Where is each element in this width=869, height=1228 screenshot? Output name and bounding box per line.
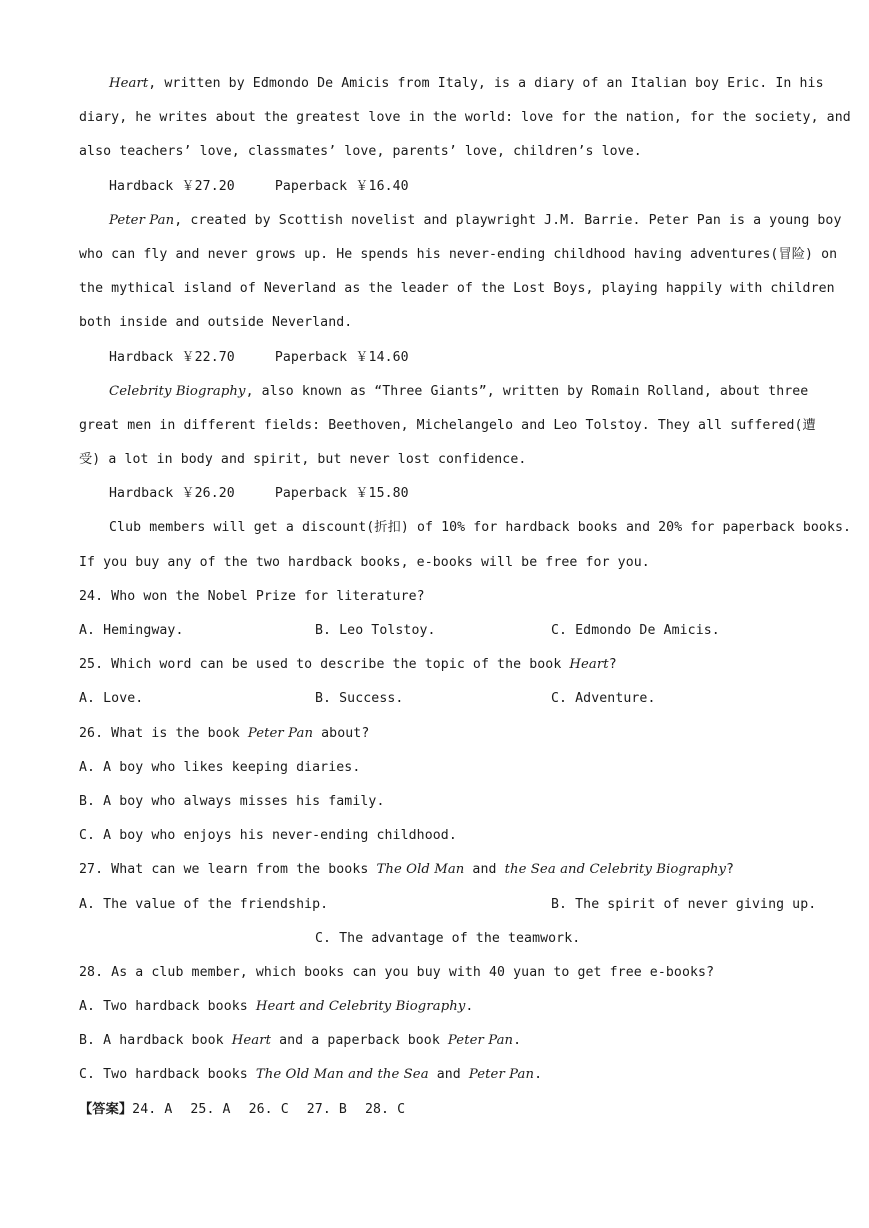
option-c: C. Two hardback books The Old Man and the Sea and Peter Pan. [79,1067,543,1083]
paperback-price: Paperback ￥15.80 [274,486,409,502]
question-26-stem: 26. What is the book Peter Pan about? [79,725,370,741]
question-24-stem: 24. Who won the Nobel Prize for literature? [79,588,425,604]
paperback-price: Paperback ￥14.60 [274,349,409,365]
answer-item: 28. C [364,1101,406,1117]
answer-item: 25. A [190,1101,231,1117]
option-c: C. The advantage of the teamwork. [315,930,581,946]
peter-price [79,341,791,375]
option-c: C. A boy who enjoys his never-ending childhood. [79,828,457,844]
book-title-heart: Heart [109,76,149,91]
celebrity-price [79,477,791,511]
heart-intro-line-3: also teachers’ love, classmates’ love, parents’ love, children’s love. [79,144,642,160]
question-25-options [79,682,791,716]
answer-item: 24. A [132,1101,173,1117]
peter-intro-line-1: Peter Pan, created by Scottish novelist and playwright J.M. Barrie. Peter Pan is a young boy [109,212,842,228]
heart-intro-line-1: Heart, written by Edmondo De Amicis from Italy, is a diary of an Italian boy Eric. In his [109,76,824,91]
question-25-stem: 25. Which word can be used to describe the topic of the book Heart? [79,657,617,673]
question-27-options-row-2 [79,922,791,956]
hardback-price: Hardback ￥22.70 [109,349,235,365]
question-24-options [79,614,791,648]
celebrity-intro-line-1: Celebrity Biography, also known as “Three Giants”, written by Romain Rolland, about three [109,383,809,399]
question-27-options-row-1 [79,888,817,922]
hardback-price: Hardback ￥27.20 [109,178,235,194]
answer-item: 26. C [248,1101,289,1117]
club-discount-line-2: If you buy any of the two hardback books, e-books will be free for you. [79,554,650,570]
option-b: B. Leo Tolstoy. [315,623,436,638]
option-a: A. The value of the friendship. [79,896,329,912]
book-title-peter-pan: Peter Pan [109,212,175,228]
peter-intro-line-2: who can fly and never grows up. He spends his never-ending childhood having adventures(冒险) on [79,246,838,262]
option-b: B. The spirit of never giving up. [551,896,817,912]
paperback-price: Paperback ￥16.40 [274,178,409,194]
question-28-stem: 28. As a club member, which books can you buy with 40 yuan to get free e-books? [79,964,715,980]
option-a: A. A boy who likes keeping diaries. [79,759,361,775]
option-a: A. Hemingway. [79,623,184,638]
answer-item: 27. B [306,1101,347,1117]
option-a: A. Love. [79,691,144,707]
celebrity-intro-line-2: great men in different fields: Beethoven, Michelangelo and Leo Tolstoy. They all suffered(遭 [79,417,816,433]
heart-price [79,170,791,204]
question-27-stem: 27. What can we learn from the books The Old Man and the Sea and Celebrity Biography? [79,862,735,878]
option-c: C. Adventure. [551,691,656,707]
celebrity-intro-line-3: 受) a lot in body and spirit, but never lost confidence. [79,452,527,468]
answer-key [79,1093,791,1127]
book-title-celebrity-biography: Celebrity Biography [109,383,246,399]
option-b: B. A boy who always misses his family. [79,793,385,809]
option-b: B. A hardback book Heart and a paperback book Peter Pan. [79,1033,522,1049]
option-a: A. Two hardback books Heart and Celebrity Biography. [79,999,474,1015]
option-c: C. Edmondo De Amicis. [551,623,720,638]
peter-intro-line-4: both inside and outside Neverland. [79,315,353,331]
peter-intro-line-3: the mythical island of Neverland as the leader of the Lost Boys, playing happily with children [79,281,835,297]
club-discount-line-1: Club members will get a discount(折扣) of 10% for hardback books and 20% for paperback books. [109,520,852,536]
answer-label: 【答案】 [79,1101,133,1117]
option-b: B. Success. [315,691,404,707]
document-page [79,67,852,1127]
hardback-price: Hardback ￥26.20 [109,486,235,502]
heart-intro-line-2: diary, he writes about the greatest love in the world: love for the nation, for the society, and [79,110,851,126]
